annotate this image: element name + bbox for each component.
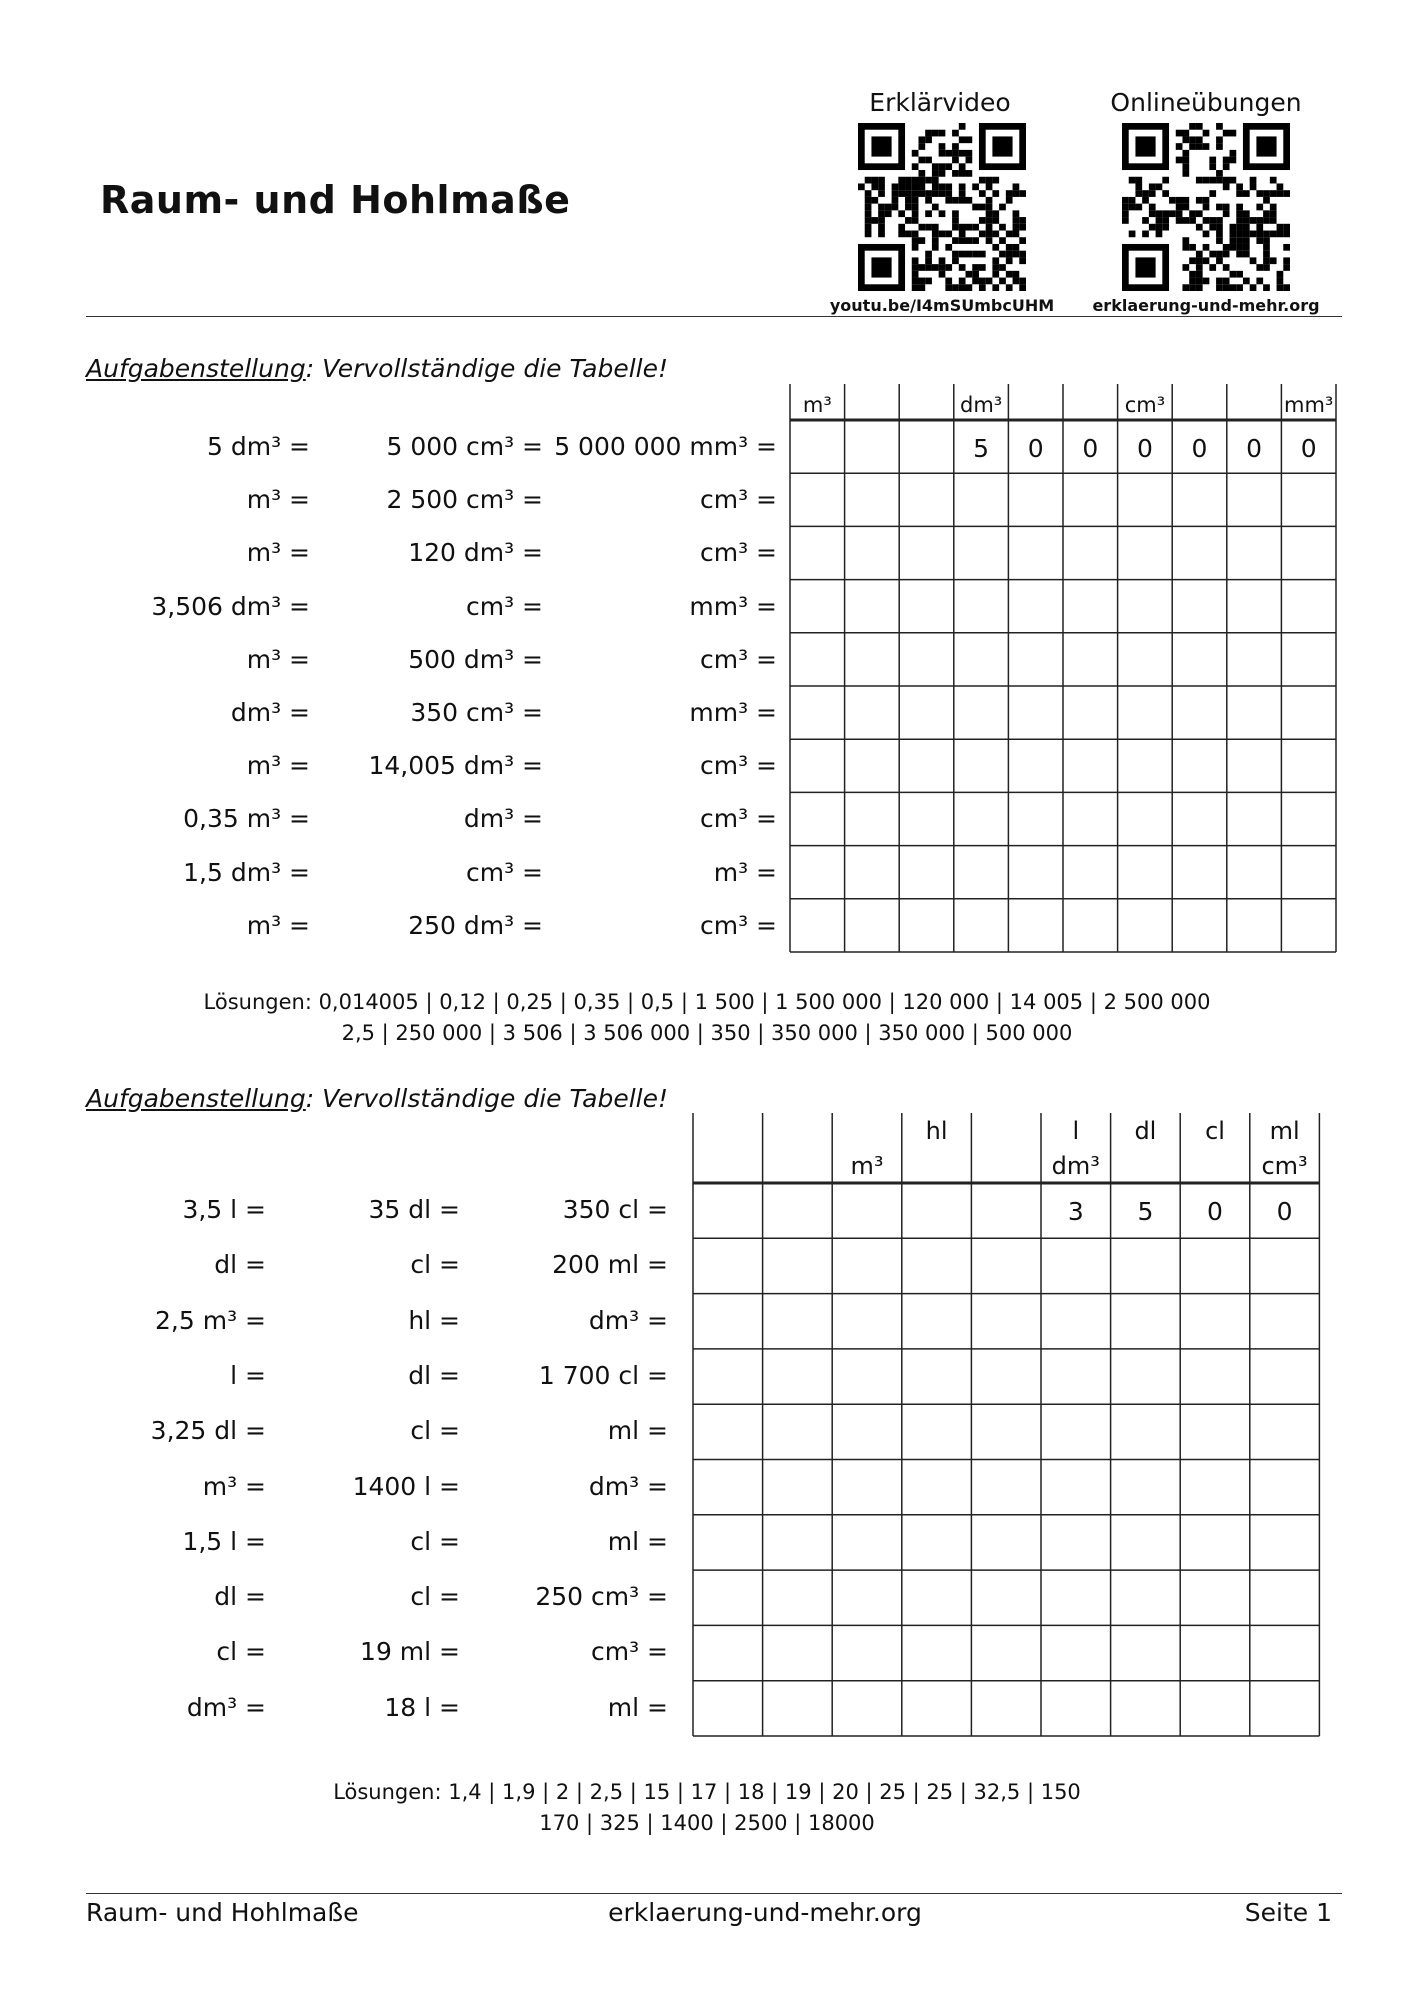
task2-row-7-term-c: ml = [607,1526,668,1556]
task2-row-3-term-a: 2,5 m³ = [155,1305,266,1335]
table1-cell-digit: 0 [1246,434,1263,463]
task1-solutions-line1: Lösungen: 0,014005 | 0,12 | 0,25 | 0,35 | 0,5 | 1 500 | 1 500 000 | 120 000 | 14 005 | 2 500 000 [203,990,1211,1014]
task2-row-10-term-a: dm³ = [186,1692,266,1722]
task1-row-9-term-b: cm³ = [465,857,543,887]
qr-code-exercises-icon[interactable] [1122,123,1290,291]
task2-row-6-term-b: 1400 l = [352,1471,460,1501]
qr-left-url[interactable]: youtu.be/I4mSUmbcUHM [829,296,1055,315]
table1-col-header: dm³ [959,393,1003,417]
task1-row-6-term-c: mm³ = [689,698,777,727]
qr-right-url[interactable]: erklaerung-und-mehr.org [1092,296,1320,315]
task1-row-2-term-a: m³ = [246,485,310,515]
task1-solutions-line2: 2,5 | 250 000 | 3 506 | 3 506 000 | 350 | 350 000 | 350 000 | 500 000 [341,1021,1073,1045]
task2-row-10-term-c: ml = [607,1692,668,1722]
task2-instruction-text: : Vervollständige die Tabelle! [305,1084,669,1113]
task1-row-3-term-c: cm³ = [699,538,777,568]
task2-row-5-term-c: ml = [607,1416,668,1446]
task2-row-2-term-c: 200 ml = [552,1250,668,1280]
task1-row-1-term-a: 5 dm³ = [207,432,310,461]
page-title: Raum- und Hohlmaße [100,178,571,222]
table1-col-header: cm³ [1124,393,1166,417]
task1-row-1-term-b: 5 000 cm³ = [386,432,543,461]
task1-row-1-term-c: 5 000 000 mm³ = [554,432,777,461]
task1-row-9-term-a: 1,5 dm³ = [183,857,310,887]
table2-col-header-bottom: cm³ [1261,1152,1308,1180]
table1-col-header: mm³ [1284,393,1334,417]
task2-row-4-term-c: 1 700 cl = [538,1360,668,1390]
task2-row-8-term-a: dl = [214,1582,266,1612]
footer-divider [86,1893,1342,1894]
task1-instruction [86,354,668,383]
task1-row-4-term-a: 3,506 dm³ = [151,591,310,621]
task2-row-9-term-a: cl = [216,1637,266,1667]
table2-col-header-top: l [1072,1117,1080,1145]
task2-row-10-term-b: 18 l = [384,1692,460,1722]
task2-row-7-term-b: cl = [410,1526,460,1556]
task1-row-10-term-b: 250 dm³ = [408,910,543,940]
task2-solutions-line2: 170 | 325 | 1400 | 2500 | 18000 [539,1811,875,1835]
table1-cell-digit: 0 [1300,434,1317,463]
task1-row-6-term-a: dm³ = [230,698,310,727]
table2-col-header-top: ml [1269,1117,1300,1145]
task2-row-8-term-c: 250 cm³ = [535,1582,668,1612]
task1-row-5-term-c: cm³ = [699,644,777,674]
table2-cell-digit: 3 [1067,1197,1084,1226]
task1-row-3-term-b: 120 dm³ = [408,538,543,568]
table1-cell-digit: 0 [1191,434,1208,463]
qr-left-label: Erklärvideo [869,88,1011,117]
task1-row-2-term-b: 2 500 cm³ = [386,485,543,515]
task2-row-1-term-c: 350 cl = [562,1195,668,1224]
task1-row-7-term-a: m³ = [246,751,310,781]
qr-code-video-icon[interactable] [858,123,1026,291]
table2-col-header-bottom: m³ [850,1152,884,1180]
task2-row-4-term-b: dl = [408,1360,460,1390]
task2-row-8-term-b: cl = [410,1582,460,1612]
task2-solutions-line1: Lösungen: 1,4 | 1,9 | 2 | 2,5 | 15 | 17 | 18 | 19 | 20 | 25 | 25 | 32,5 | 150 [333,1780,1081,1804]
task2-row-3-term-b: hl = [408,1305,460,1335]
task1-row-10-term-c: cm³ = [699,910,777,940]
task1-row-8-term-c: cm³ = [699,804,777,834]
table2-cell-digit: 5 [1137,1197,1154,1226]
task1-row-2-term-c: cm³ = [699,485,777,515]
task1-row-8-term-b: dm³ = [463,804,543,834]
task2-row-9-term-b: 19 ml = [360,1637,460,1667]
footer-left: Raum- und Hohlmaße [86,1898,359,1927]
qr-right-label: Onlineübungen [1110,88,1302,117]
task1-row-7-term-c: cm³ = [699,751,777,781]
task2-row-6-term-c: dm³ = [588,1471,668,1501]
table2-cell-digit: 0 [1276,1197,1293,1226]
task1-row-5-term-b: 500 dm³ = [408,644,543,674]
table1-cell-digit: 0 [1082,434,1099,463]
table1-cell-digit: 5 [973,434,990,463]
table1-col-header: m³ [802,393,832,417]
task1-instruction-text: : Vervollständige die Tabelle! [305,354,669,383]
task1-row-6-term-b: 350 cm³ = [410,698,543,727]
task2-row-3-term-c: dm³ = [588,1305,668,1335]
task1-instruction-link: Aufgabenstellung [86,354,306,383]
header-divider [86,316,1342,317]
task1-row-3-term-a: m³ = [246,538,310,568]
task2-instruction [86,1084,668,1113]
footer-page-number: Seite 1 [1244,1898,1332,1927]
task1-row-7-term-b: 14,005 dm³ = [368,751,543,781]
table2-col-header-top: cl [1205,1117,1225,1145]
task2-row-7-term-a: 1,5 l = [182,1526,266,1556]
task2-row-2-term-b: cl = [410,1250,460,1280]
task2-row-5-term-b: cl = [410,1416,460,1446]
task1-row-4-term-c: mm³ = [689,591,777,621]
table1-cell-digit: 0 [1027,434,1044,463]
task2-row-5-term-a: 3,25 dl = [150,1416,266,1446]
table2-col-header-top: hl [925,1117,948,1145]
task1-row-8-term-a: 0,35 m³ = [183,804,310,834]
table2-cell-digit: 0 [1207,1197,1223,1226]
task2-row-2-term-a: dl = [214,1250,266,1280]
task2-row-4-term-a: l = [230,1360,266,1390]
task1-row-10-term-a: m³ = [246,910,310,940]
task2-row-1-term-b: 35 dl = [368,1195,460,1224]
task2-instruction-link: Aufgabenstellung [86,1084,306,1113]
footer-center[interactable]: erklaerung-und-mehr.org [608,1898,922,1927]
task2-row-9-term-c: cm³ = [590,1637,668,1667]
table2-col-header-top: dl [1134,1117,1157,1145]
table1-cell-digit: 0 [1136,434,1153,463]
task2-row-1-term-a: 3,5 l = [182,1195,266,1224]
task1-row-5-term-a: m³ = [246,644,310,674]
task1-row-4-term-b: cm³ = [465,591,543,621]
task1-row-9-term-c: m³ = [713,857,777,887]
table2-col-header-bottom: dm³ [1051,1152,1100,1180]
task2-row-6-term-a: m³ = [202,1471,266,1501]
